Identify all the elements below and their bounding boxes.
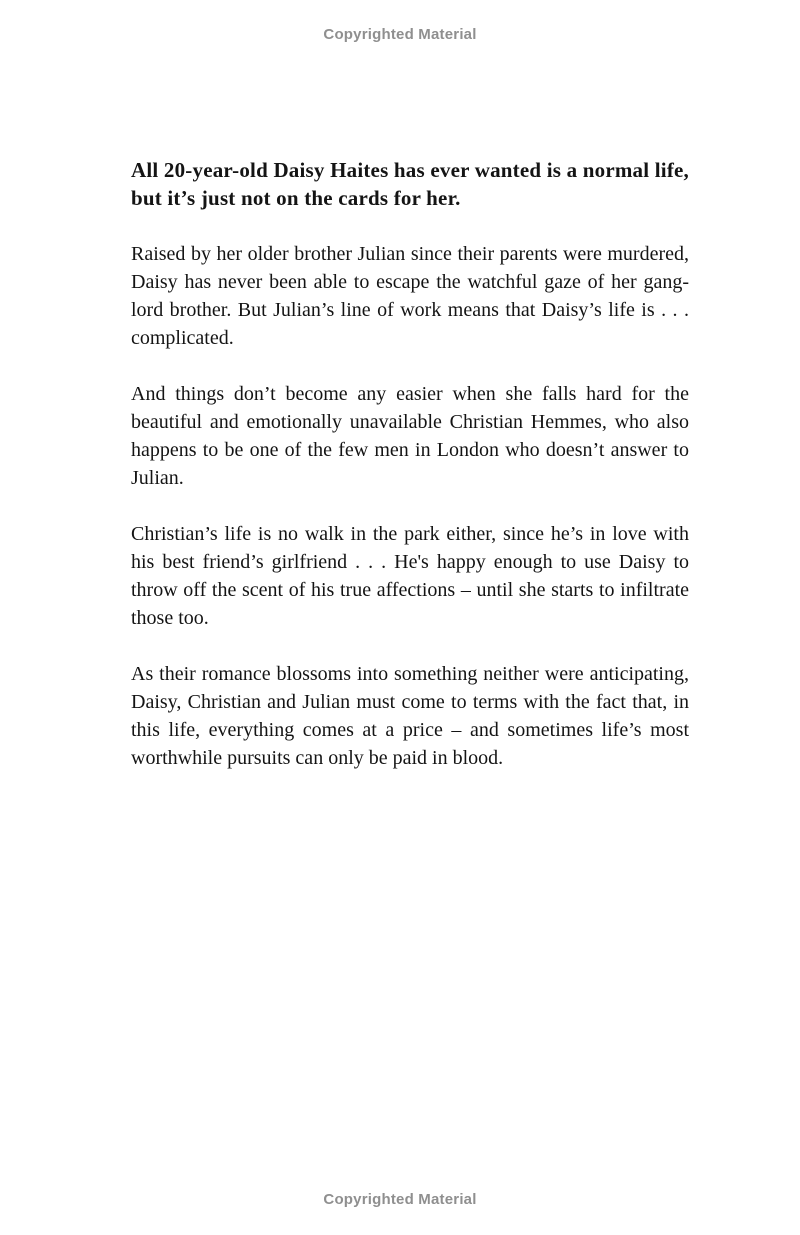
blurb-paragraph-3: Christian’s life is no walk in the park either, since he’s in love with his best friend’s girlfriend . . . He's happy enough to use Daisy to throw off the scent of his true affections – until she starts to infiltrate those too.: [131, 523, 689, 629]
copyright-notice-bottom: Copyrighted Material: [323, 1191, 477, 1208]
blurb-paragraph-1: Raised by her older brother Julian since their parents were murdered, Daisy has never been able to escape the watchful gaze of her gang-lord brother. But Julian’s line of work means that Daisy’s life is . . . complicated.: [131, 243, 689, 349]
blurb-text-block: [131, 156, 689, 800]
blurb-paragraph-4: As their romance blossoms into something neither were anticipating, Daisy, Christian and Julian must come to terms with the fact that, in this life, everything comes at a price – and sometimes life’s most worthwhile pursuits can only be paid in blood.: [131, 663, 689, 769]
blurb-headline: All 20-year-old Daisy Haites has ever wanted is a normal life, but it’s just not on the cards for her.: [131, 158, 689, 210]
copyright-notice-top: Copyrighted Material: [323, 26, 477, 43]
blurb-paragraph-2: And things don’t become any easier when she falls hard for the beautiful and emotionally unavailable Christian Hemmes, who also happens to be one of the few men in London who doesn’t answer to Julian.: [131, 383, 689, 489]
